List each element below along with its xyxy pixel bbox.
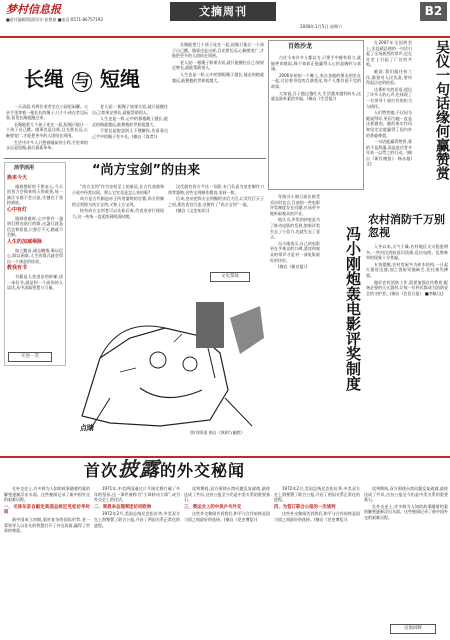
long-rope-body-col1	[6, 104, 88, 156]
paragraph: 不要总是抱怨别人不理解你,先看看自己手中的绳子有多长。(摘自《读者》)	[92, 128, 168, 139]
item-text: 书籍是人类进步的阶梯,读一本好书,就是和一个高尚的人谈话,从中汲取智慧与力量。	[7, 273, 63, 291]
paragraph: 一句话能赢得赞赏,靠的不是辞藻,而是说话者多年来一以贯之的行动。(摘自《新民晚报》 杨永超/文)	[366, 139, 412, 167]
sword-body-col1	[72, 184, 164, 294]
paragraph: 这些外交秘闻告诉我们,和平与合作始终是国与国之间最好的选择。(摘自《党史博览》)	[184, 511, 270, 522]
world-box-body	[271, 55, 361, 187]
left-column-body	[7, 174, 63, 346]
diplomacy-subhead: 一、毛泽东亲自敲定美国总统尼克松访华时间	[4, 504, 90, 516]
paragraph: 她说:我们做任何工作,都要对人民负责,要经得起历史的检验。	[366, 68, 412, 86]
paragraph: 1972年2月,美国总统尼克松访华,中美双方在上海签署了联合公报,开启了两国关系正常化的进程。	[274, 486, 360, 503]
paragraph: 这番朴实的话语,道出了许多人的心声,也体现了一名领导干部应有的担当与情怀。	[366, 86, 412, 109]
item-text: 加上勤奋,减去懒惰,乘以信心,除以困难,人生的算式就会得出一个满意的结果。	[7, 247, 63, 264]
paragraph: 他认为,评奖的初衷是为了推动电影的发展,如果评奖失去了公信力,也就失去了意义。	[270, 217, 320, 240]
paragraph: 一天清晨,有两位老者坐在公园里闲聊。父亲手里拿着一根长长的绳子,几个小孩在旁边玩耍,看见长绳就跑过来。	[6, 104, 88, 121]
diplomacy-col5	[364, 486, 448, 622]
divider	[4, 158, 266, 159]
paragraph: 1972年2月,美国总统尼克松访华,中美双方在上海签署了联合公报,开启了两国关系正常化的进程。	[94, 511, 180, 528]
paragraph: 生活中许多人只想着眼前的小利,手里拿的永远是短绳,最后孤孤单单。	[6, 139, 88, 151]
paper-logo: 梦村信息报	[6, 3, 61, 16]
headline-word: 首次	[84, 461, 119, 480]
paragraph: 古往今来许多人都以为,只要手中握有权力,就能呼风唤雨,殊不知真正能赢得人心的是胸怀与真诚。	[271, 55, 361, 72]
page-code: B2	[420, 2, 447, 21]
paragraph: 后来,皇帝把尚方宝剑赐给亲信大臣,让其代行天子之权,惩治贪官污吏,这便有了“尚方宝剑”一说。	[168, 196, 264, 207]
issue-date: 2008年1月5日 星期六	[300, 24, 343, 29]
sword-headline: “尚方宝剑”的由来	[92, 163, 201, 178]
diplomacy-subhead: 四、为签订联合公报的一次谈判	[274, 504, 336, 510]
headline-word: 长绳	[24, 67, 64, 91]
long-rope-body-col2	[92, 104, 168, 156]
item-text: 遇到挫折时不要灰心,今天的努力会换来明天的收获,每一滴汗水都不会白流,关键在于坚持到底。	[7, 183, 63, 206]
paragraph: “尚方宝剑”作为皇权至上的象征,在古代戏曲和小说中经常出现。那么它究竟是怎么来的呢?	[72, 184, 164, 195]
fire-body	[366, 244, 448, 450]
item-heading: 心中有灯	[7, 206, 28, 213]
sword-tag: 文史掌故	[210, 272, 250, 282]
wu-yi-headline: 吴仪一句话缘何赢赞赏	[434, 40, 450, 180]
paragraph: 这些外交秘闻告诉我们,和平与合作始终是国与国之间最好的选择。(摘自《党史博览》)	[274, 511, 360, 522]
world-box-title: 百姓沙龙	[288, 43, 313, 50]
paragraph: 人们赞赏她,不仅因为她说得好,更因为她一直是这样做的。她的务实作风和坚定态度赢得了国内外的普遍尊重。	[366, 110, 412, 138]
paragraph: 在外交史上,许多鲜为人知的故事随着档案的解密逐渐浮出水面。这些秘闻记录了新中国外交的艰难历程。	[364, 503, 448, 520]
film-headline: 冯小刚炮轰电影评奖制度	[344, 226, 362, 391]
illustration-credit: 图/刘师道 摘自《讽刺与幽默》	[190, 430, 245, 435]
paragraph: (摘自《新京报》)	[278, 264, 308, 270]
paragraph: 1971年,中美两国通过乒乓球比赛打破了多年的坚冰,这一事件被称为“小球转动大球”,成为外交史上的佳话。	[94, 486, 180, 503]
paragraph: 在外交史上,许多鲜为人知的故事随着档案的解密逐渐浮出水面。这些秘闻记录了新中国外交的艰难历程。	[4, 486, 90, 503]
diplomacy-col2	[94, 486, 180, 636]
cartoon-illustration	[70, 298, 266, 442]
paragraph: 冯小刚表示,自己的电影更在乎观众的口碑,票房和观众的掌声才是对一部电影最好的评价。	[270, 240, 320, 263]
diplomacy-col4	[274, 486, 360, 636]
diplomacy-subhead: 三、奥运会上的中美乒乓外交	[184, 504, 242, 510]
diplomacy-col1	[4, 486, 90, 636]
paragraph: 人生也是一样,心中的那根绳子越长,能走的路就越远,能拥抱的世界就越大。	[172, 71, 264, 83]
item-heading: 换来今天	[7, 175, 28, 181]
item-heading: 教我有书	[7, 265, 28, 272]
film-body	[270, 194, 320, 444]
illustration-caption: 点睛	[80, 424, 94, 432]
headline-word: 短绳	[100, 67, 140, 91]
paragraph: 入冬以来,天气干燥,农村地区火灾隐患增多,一些村民消防意识淡薄,乱拉电线、乱堆柴草的现象十分普遍。	[366, 244, 448, 261]
headline-connector: 与	[72, 72, 92, 92]
headline-word: 披露	[118, 457, 161, 481]
masthead	[0, 0, 450, 38]
long-rope-headline	[24, 68, 140, 92]
diplomacy-subhead: 二、周恩来总理率团访问欧洲	[94, 504, 152, 510]
paragraph: 专家提醒,农村房屋多为砖木结构,一旦起火蔓延迅速,加之消防设施缺乏,往往损失惨重。	[366, 261, 448, 278]
paragraph: 老人说:一根绳子如果太短,就只能捆住自己;如果足够长,就能帮助别人。	[92, 104, 168, 115]
headline-word: 的外交秘闻	[160, 461, 246, 480]
paragraph: 汉代就有尚方令这一官职,专门负责为皇室制作刀剑等器物,这些宝剑制作精良,非同一般。	[168, 184, 264, 195]
editor-info: ■责任编辑/版面设计:张艳斌 ■电话:0571-86757193	[6, 17, 103, 22]
paragraph: 谈判期间,双方围绕台湾问题反复磋商,最终达成了共识,这份公报至今仍是中美关系的重要基石。	[364, 486, 448, 503]
read-more-tag: 开卷一笑	[8, 352, 52, 362]
left-column-heading: 活学活用	[14, 165, 35, 171]
paragraph: 人生也是一样,心中的那根绳子越长,能走的路就越远,能拥抱的世界就越大。	[92, 116, 168, 127]
paragraph: 新中国成立初期,面对复杂的国际形势,老一辈领导人以非凡的智慧打开了外交局面,赢得了世界的尊重。	[4, 516, 90, 534]
paragraph: 在2007年全国两会上,吴仪副总理的一句话引起了全场热烈的掌声,也在社会上引起了广泛的共鸣。	[366, 40, 412, 68]
item-text: 遇到困难时,心中要有一盏明灯照亮前行的路,这盏灯就是信念和希望,只要灯不灭,路就不会断。	[7, 215, 63, 238]
fire-headline: 农村消防千万别忽视	[368, 213, 445, 239]
long-rope-body-col3	[172, 42, 264, 154]
paragraph: 导演冯小刚日前在接受采访时直言,目前的一些电影评奖制度存在问题,应该更多地听取观众的声音。	[270, 194, 320, 216]
paragraph: 谈判期间,双方围绕台湾问题反复磋商,最终达成了共识,这份公报至今仍是中美关系的重要基石。	[184, 486, 270, 503]
sword-body-col2	[168, 184, 264, 268]
paragraph: 长绳能把几个孩子连在一起,短绳只能让一个孩子自己跳。做事也是这样,目光要长远,心胸要宽广,才能把更多的人团结在周围。	[172, 42, 264, 59]
history-tag: 史海回眸	[390, 624, 436, 634]
cartoon-drawing	[70, 298, 266, 442]
diplomacy-col3	[184, 486, 270, 636]
section-title: 文摘周刊	[170, 2, 276, 21]
item-heading: 人生的加减乘除	[7, 238, 43, 245]
paragraph: (摘自《文史知识》)	[176, 208, 210, 214]
paragraph: 大家说,日子越过越红火,生活越来越有盼头,这就是最朴素的幸福。(摘自《生活报》)	[271, 90, 361, 102]
paragraph: 老人说:一根绳子如果太短,就只能捆住自己;如果足够长,就能帮助别人。	[172, 59, 264, 71]
diplomacy-headline	[84, 459, 245, 481]
paragraph: 2006年初的一个晚上,来自各地的朋友围坐在一起,讨论着身边的点滴变化,每个人都有说不完的故事。	[271, 72, 361, 89]
paragraph: 做好农村消防工作,需要加强宣传教育,配备必要的灭火器材,让每一位村民都成为消防安全的守护者。(摘自《农民日报》 ■李帆/文)	[366, 279, 448, 296]
paragraph: 持有尚方宝剑者可以先斩后奏,代表皇帝行使权力,这一传统一直延续到明清时期。	[72, 208, 164, 219]
paragraph: 长绳能把几个孩子连在一起,短绳只能让一个孩子自己跳。做事也是这样,目光要长远,心胸要宽广,才能把更多的人团结在周围。	[6, 121, 88, 138]
paragraph: 尚方是古代制造帝王所用器物的官署,尚方所制的宝剑即为尚方宝剑,又称上方宝剑。	[72, 196, 164, 207]
wu-yi-body	[366, 40, 412, 208]
